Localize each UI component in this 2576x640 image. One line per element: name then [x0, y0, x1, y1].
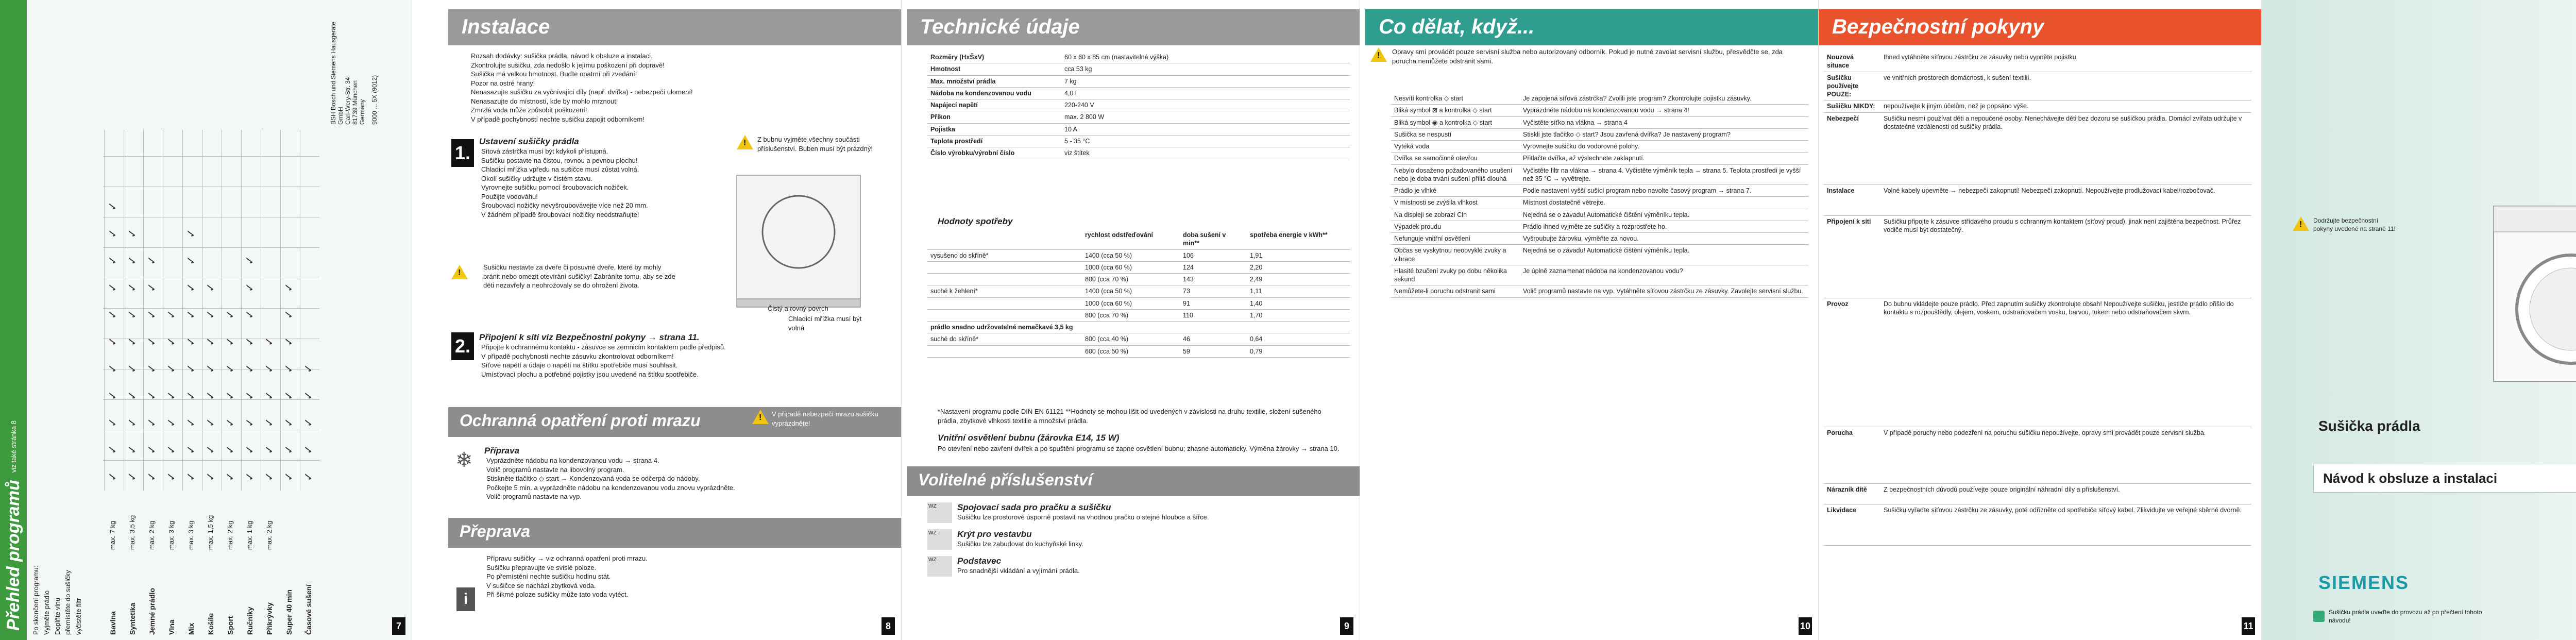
safety-topic: Nebezpečí [1827, 114, 1859, 122]
energy-title: Hodnoty spotřeby [938, 216, 1013, 226]
fault: Občas se vyskytnou neobvyklé zvuky a vibrace [1394, 247, 1506, 263]
spec-value: viz štítek [1064, 149, 1090, 157]
safety-topic: Sušičku NIKDY: [1827, 103, 1875, 110]
weight: max. 2 kg [148, 520, 156, 550]
safety-topic: Připojení k síti [1827, 217, 1871, 225]
page-technical-data [907, 0, 1360, 640]
page-number: 11 [2242, 617, 2255, 635]
program-name: Super 40 min [285, 590, 293, 635]
remedy: Nejedná se o závadu! Automatické čištění výměníku tepla. [1523, 247, 1690, 255]
warning-icon [1370, 47, 1387, 62]
spec-label: Příkon [930, 113, 951, 121]
warning-icon [752, 410, 769, 424]
spec-value: cca 53 kg [1064, 65, 1092, 73]
energy-cell: 2,20 [1250, 263, 1263, 271]
legend-item: Doplňte vlnu [53, 597, 61, 635]
intro-line: Pozor na ostré hrany! [471, 79, 535, 87]
fault: Výpadek proudu [1394, 223, 1442, 230]
program-name: Ručníky [246, 607, 254, 635]
safety-topic: Porucha [1827, 429, 1853, 436]
caption-clean-surface: Čistý a rovný povrch [768, 305, 828, 312]
book-icon [2313, 611, 2325, 622]
program-name: Přikrývky [265, 602, 274, 635]
spec-value: 5 - 35 °C [1064, 137, 1090, 145]
accessory-code: WZ [927, 556, 952, 577]
spec-label: Napájecí napětí [930, 102, 978, 109]
page-troubleshooting [1365, 0, 1819, 640]
energy-cell: 110 [1183, 311, 1193, 319]
step1-line: Použijte vodováhu! [481, 192, 538, 200]
spec-label: Nádoba na kondenzovanou vodu [930, 89, 1031, 97]
remedy: Vyšroubujte žárovku, výměňte za novou. [1523, 235, 1639, 242]
safety-text: nepoužívejte k jiným účelům, než je popsáno výše. [1884, 103, 2029, 110]
step1-line: Vyrovnejte sušičku pomocí šroubovacích nožiček. [481, 183, 629, 192]
spec-value: 10 A [1064, 125, 1078, 133]
intro-line: Zkontrolujte sušičku, zda nedošlo k jejímu poškození při dopravě! [471, 61, 665, 69]
cover-safety-note: Dodržujte bezpečnostní pokyny uvedené na straně 11! [2313, 217, 2396, 233]
step2-line: V případě pochybností nechte zásuvku zkontrolovat odborníkem! [481, 352, 674, 360]
safety-topic: Provoz [1827, 300, 1849, 308]
frost-note: V případě nebezpečí mrazu sušičku vyprázdněte! [772, 410, 878, 427]
remedy: Vyprázdněte nádobu na kondenzovanou vodu → strana 4! [1523, 107, 1689, 114]
legend-item: vyčistěte filtr [75, 598, 83, 635]
energy-cell: 1,91 [1250, 251, 1263, 259]
trouble-note: Opravy smí provádět pouze servisní služba nebo autorizovaný odborník. Pokud je nutné zavolat servisní službu, přesvědčte se, zda porucha nemůžete odstranit sami. [1392, 48, 1783, 65]
intro-line: Nenasazujte sušičku za vyčnívající díly (např. dvířka) - nebezpečí ulomení! [471, 88, 693, 96]
frost-step: Volič programů nastavte na libovolný program. [486, 465, 624, 474]
weight: max. 3 kg [187, 520, 195, 550]
energy-cell: 1400 (cca 50 %) [1085, 251, 1132, 259]
safety-text: Z bezpečnostních důvodů používejte pouze originální náhradní díly a příslušenství. [1884, 485, 2120, 493]
program-name: Bavlna [109, 611, 117, 635]
remedy: Vyčistěte filtr na vlákna → strana 4. Vyčistěte výměník tepla → strana 5. Teplota prostředí je vyšší než 35 °C → vyvětrejte. [1523, 166, 1801, 182]
energy-cell: 91 [1183, 299, 1190, 307]
doc-code: 9000 ... 5X (9012) [371, 75, 378, 125]
brand-logo: SIEMENS [2318, 572, 2410, 593]
spec-label: Číslo výrobku/výrobní číslo [930, 149, 1015, 157]
energy-cell [927, 274, 1082, 285]
program-name: Mix [187, 622, 195, 635]
step1-line: Šroubovací nožičky nevyšroubovávejte více než 20 mm. [481, 201, 648, 210]
remedy: Nejedná se o závadu! Automatické čištění výměníku tepla. [1523, 211, 1690, 218]
remedy: Podle nastavení vyšší sušící program nebo navolte časový program → strana 7. [1523, 187, 1752, 194]
snowflake-icon: ❄ [455, 449, 473, 471]
accessory-text: Sušičku lze zabudovat do kuchyňské linky. [957, 540, 1083, 548]
lamp-text: Po otevření nebo zavření dvířek a po spuštění programu se zapne osvětlení bubnu; zhasne automaticky. Výměna žárovky → strana 10. [938, 445, 1340, 452]
cover-subtitle: Návod k obsluze a instalaci [2323, 470, 2498, 486]
weight: max. 7 kg [109, 520, 116, 550]
energy-cell: 2,49 [1250, 276, 1263, 283]
spec-label: Max. množství prádla [930, 77, 996, 85]
page-number: 8 [882, 617, 895, 635]
spec-label: Hmotnost [930, 65, 961, 73]
energy-cell: 0,79 [1250, 347, 1263, 355]
energy-cell [927, 262, 1082, 273]
remedy: Přitlačte dvířka, až výslechnete zaklapnutí. [1523, 155, 1645, 162]
energy-cell: 73 [1183, 288, 1190, 295]
energy-table [927, 229, 1350, 358]
frost-prepare-title: Příprava [484, 446, 520, 456]
remedy: Je zapojená síťová zástrčka? Zvolili jste program? Zkontrolujte pojistku zásuvky. [1523, 95, 1752, 102]
overview-title: Přehled programů [3, 480, 23, 631]
energy-cell: vysušeno do skříně* [930, 251, 989, 259]
step-2: 2. [451, 332, 474, 360]
energy-cell: 143 [1183, 276, 1194, 283]
warning-icon [2293, 216, 2309, 231]
safety-topic: Nárazník dítě [1827, 485, 1867, 493]
door-warning: Sušičku nestavte za dveře či posuvné dveře, které by mohly bránit nebo omezit otevírání sušičky! Zabráníte tomu, aby se zde děti nezavřely a neohrožovaly se do ohrožení života. [483, 263, 675, 290]
safety-text: ve vnitřních prostorech domácnosti, k sušení textilií. [1884, 74, 2031, 81]
lamp-title: Vnitřní osvětlení bubnu (žárovka E14, 15 W) [938, 433, 1120, 443]
energy-cell: 106 [1183, 251, 1194, 259]
accessories-header: Volitelné příslušenství [907, 466, 1360, 496]
weight: max. 1 kg [246, 520, 253, 550]
spec-label: Teplota prostředí [930, 137, 983, 145]
remedy: Je úplně zaznamenat nádoba na kondenzovanou vodu? [1523, 267, 1683, 275]
safety-text: Sušičku připojte k zásuvce střídavého proudu s ochranným kontaktem (síťový proud), jinak není zajištěna bezpečnost. Průřez vodiče musí být dostatečný. [1884, 217, 2241, 233]
fault: Vytéká voda [1394, 143, 1430, 150]
overview-subtitle: viz také stránka 8 [9, 420, 18, 473]
program-name: Časové sušení [304, 584, 313, 635]
accessory-title: Podstavec [957, 556, 1002, 566]
energy-cell: 1000 (cca 60 %) [1085, 263, 1132, 271]
energy-cell [927, 346, 1082, 357]
legend-item: přemístěte do sušičky [64, 570, 72, 635]
spec-value: 4,0 l [1064, 89, 1077, 97]
fault: Sušička se nespustí [1394, 130, 1452, 138]
tech-header: Technické údaje [907, 9, 1360, 45]
remedy: Vyčistěte síťko na vlákna → strana 4 [1523, 119, 1628, 126]
weight-list [103, 498, 279, 550]
energy-cell: suché do skříně* [930, 335, 979, 343]
safety-text: Ihned vytáhněte síťovou zástrčku ze zásuvky nebo vypněte pojistku. [1884, 54, 2078, 61]
spec-table [927, 52, 1350, 159]
remedy: Místnost dostatečně větrejte. [1523, 199, 1605, 207]
energy-cell: 800 (cca 40 %) [1085, 335, 1129, 343]
page-number: 10 [1799, 617, 1812, 635]
transport-header: Přeprava [448, 518, 901, 548]
energy-head: rychlost odstřeďování [1085, 231, 1153, 239]
frost-step: Počkejte 5 min. a vyprázdněte nádobu na kondenzovanou vodu znovu vyprázdněte. [486, 483, 735, 492]
fault: Nesvítí kontrolka ◇ start [1394, 95, 1463, 102]
dryer-drawing [716, 170, 881, 325]
weight: max. 3,5 kg [128, 515, 136, 550]
fault: Bliká symbol ◉ a kontrolka ◇ start [1394, 119, 1493, 126]
step1-line: Sítová zástrčka musí být kdykoli přístupná. [481, 147, 608, 155]
energy-cell: suché k žehlení* [930, 288, 978, 295]
fault: Bliká symbol ⊠ a kontrolka ◇ start [1394, 107, 1492, 114]
step1-line: Okolí sušičky udržujte v čistém stavu. [481, 174, 593, 182]
safety-topic: Nouzová situace [1827, 54, 1854, 70]
frost-title: Ochranná opatření proti mrazu [460, 411, 701, 430]
spec-label: Rozměry (HxŠxV) [930, 54, 985, 61]
safety-text: V případě poruchy nebo podezření na poruchu sušičku nepoužívejte, opravy smí provádět pouze servisní služba. [1884, 429, 2206, 436]
safety-text: Do bubnu vkládejte pouze prádlo. Před zapnutím sušičky zkontrolujte obsah! Nepoužívejte sušičku, jestliže prádlo přišlo do kontaktu s rozpouštědly, olejem, voskem, odstraňovačem vosku, barvou, tukem nebo odstraňovačem skvrn. [1884, 300, 2234, 316]
energy-cell: 124 [1183, 263, 1194, 271]
transport-line: Přípravu sušičky → viz ochranná opatření proti mrazu. [486, 554, 648, 562]
energy-head: spotřeba energie v kWh** [1250, 231, 1328, 239]
page-program-overview [0, 0, 412, 640]
safety-table [1824, 52, 2251, 546]
energy-cell: 800 (cca 70 %) [1085, 276, 1129, 283]
fault: Prádlo je vlhké [1394, 187, 1436, 194]
accessory-text: Pro snadnější vkládání a vyjímání prádla. [957, 567, 1080, 575]
safety-topic: Instalace [1827, 187, 1855, 194]
weight: max. 1,5 kg [207, 515, 214, 550]
safety-header: Bezpečnostní pokyny [1819, 9, 2261, 45]
info-icon: i [456, 587, 475, 611]
energy-cell: 1,40 [1250, 299, 1263, 307]
step1-title: Ustavení sušičky prádla [479, 137, 579, 146]
caption-grille: Chladicí mřížka musí být volná [788, 315, 862, 332]
transport-line: Po přemístění nechte sušičku hodinu stát. [486, 572, 611, 581]
step2-title: Připojení k síti viz Bezpečnostní pokyny → strana 11. [479, 332, 700, 342]
intro-line: Rozsah dodávky: sušička prádla, návod k obsluze a instalaci. [471, 52, 653, 60]
weight: max. 2 kg [265, 520, 273, 550]
energy-cell: prádlo snadno udržovatelné nemačkavé 3,5 kg [930, 324, 1073, 331]
energy-cell: 1000 (cca 60 %) [1085, 299, 1132, 307]
cover-title: Sušička prádla [2318, 418, 2420, 434]
dryer-illustration [2483, 196, 2576, 402]
remedy: Volič programů nastavte na vyp. Vytáhněte síťovou zástrčku ze zásuvky. Zavolejte servisní službu. [1523, 288, 1803, 295]
warning-icon [737, 135, 753, 149]
energy-cell [927, 298, 1082, 309]
energy-cell: 1400 (cca 50 %) [1085, 288, 1132, 295]
legend-item: Vyjměte prádlo [42, 590, 50, 635]
frost-step: Vyprázdněte nádobu na kondenzovanou vodu → strana 4. [486, 457, 659, 464]
energy-cell: 600 (cca 50 %) [1085, 347, 1129, 355]
energy-head [927, 229, 1082, 249]
energy-cell: 46 [1183, 335, 1190, 343]
trouble-header: Co dělat, když... [1365, 9, 1818, 45]
spec-value: 220-240 V [1064, 102, 1094, 109]
intro-line: Sušička má velkou hmotnost. Buďte opatrní při zvedání! [471, 70, 637, 78]
cover-read-note: Sušičku prádla uveďte do provozu až po přečtení tohoto návodu! [2329, 609, 2482, 625]
energy-cell: 1,70 [1250, 311, 1263, 319]
drum-empty-note: Z bubnu vyjměte všechny součásti příslušenství. Buben musí být prázdný! [757, 136, 873, 153]
safety-topic: Sušičku používejte POUZE: [1827, 74, 1859, 98]
installation-header: Instalace [448, 9, 901, 45]
accessory-text: Sušičku lze prostorově úsporně postavit na vhodnou pračku o stejné hloubce a šířce. [957, 513, 1209, 521]
page-number: 9 [1340, 617, 1353, 635]
program-name: Syntetika [128, 602, 137, 635]
company-address: BSH Bosch und Siemens Hausgeräte GmbH Carl-Wery-Str. 34 81739 München Germany [330, 21, 366, 125]
fault: Nefunguje vnitřní osvětlení [1394, 235, 1471, 242]
fault: Dvířka se samočinně otevřou [1394, 155, 1478, 162]
spec-value: max. 2 800 W [1064, 113, 1105, 121]
safety-text: Sušičku nesmí používat děti a nepoučené osoby. Nenechávejte děti bez dozoru se sušičkou prádla. Domácí zvířata udržujte v dostatečné vzdálenosti od sušičky prádla. [1884, 114, 2242, 130]
warning-icon [451, 265, 468, 279]
step2-line: Umísťovací plochu a potřebné pojistky jsou uvedené na štítku spotřebiče. [481, 370, 699, 378]
weight: max. 2 kg [226, 520, 234, 550]
spec-value: 7 kg [1064, 77, 1077, 85]
transport-line: Sušičku přepravujte ve svislé poloze. [486, 563, 597, 571]
step1-line: Sušičku postavte na čistou, rovnou a pevnou plochu! [481, 156, 638, 164]
page-safety [1819, 0, 2262, 640]
spec-label: Pojistka [930, 125, 955, 133]
intro-line: Zmrzlá voda může způsobit poškození! [471, 106, 587, 114]
remedy: Stiskli jste tlačítko ◇ start? Jsou zavřená dvířka? Je nastavený program? [1523, 130, 1731, 138]
safety-text: Sušičku vyřaďte síťovou zástrčku ze zásuvky, poté odřízněte od spotřebiče síťový kabel. Zlikvidujte ve veřejné sběrné dvorně. [1884, 506, 2242, 514]
accessory-code: WZ [927, 529, 952, 550]
accessory-title: Spojovací sada pro pračku a sušičku [957, 502, 1111, 512]
energy-footnote: *Nastavení programu podle DIN EN 61121 **Hodnoty se mohou lišit od uvedených v závislosti na druhu textilie, složení sušeného prádla, zbytkové vlhkosti textilie a množství prádla. [938, 408, 1321, 425]
step2-line: Síťové napětí a údaje o napětí na štítku spotřebiče musí souhlasit. [481, 361, 678, 369]
page-cover [2262, 0, 2576, 640]
program-name: Košile [207, 613, 215, 635]
step-1: 1. [451, 139, 474, 167]
trouble-table [1391, 93, 1808, 298]
frost-step: Volič programů nastavte na vyp. [486, 493, 582, 501]
remedy: Prádlo ihned vyjměte ze sušičky a rozprostřete ho. [1523, 223, 1667, 230]
step1-line: Chladicí mřížka vpředu na sušičce musí zůstat volná. [481, 165, 639, 174]
intro-line: Nenasazujte do místností, kde by mohlo mrznout! [471, 97, 618, 105]
step1-line: V žádném případě šroubovací nožičky neodstraňujte! [481, 210, 639, 218]
page-number: 7 [392, 617, 405, 635]
spec-value: 60 x 60 x 85 cm (nastavitelná výška) [1064, 54, 1169, 61]
legend [31, 480, 84, 635]
program-name: Jemné prádlo [148, 587, 156, 635]
fault: V místnosti se zvýšila vlhkost [1394, 199, 1478, 207]
energy-cell: 59 [1183, 347, 1190, 355]
transport-line: Při šikmé poloze sušičky může tato voda vytéct. [486, 591, 629, 599]
remedy: Vyrovnejte sušičku do vodorovné polohy. [1523, 143, 1639, 150]
program-list [103, 552, 318, 635]
fault: Nemůžete-li poruchu odstranit sami [1394, 288, 1496, 295]
energy-cell: 800 (cca 70 %) [1085, 311, 1129, 319]
energy-cell [927, 310, 1082, 321]
transport-line: V sušičce se nachází zbytková voda. [486, 581, 596, 590]
safety-text: Volné kabely upevněte → nebezpečí zakopnutí! Nebezpečí zakopnutí. Nepoužívejte prodlužovací kabel/rozbočovač. [1884, 187, 2215, 194]
program-name: Vlna [167, 619, 176, 635]
checkmark-grid: ✓✓✓✓✓✓✓✓✓✓✓ ✓✓✓✓✓✓✓✓✓✓ ✓✓✓✓✓✓✓✓✓ ✓✓✓✓✓✓✓ ✓✓✓✓✓✓✓✓✓✓ ✓✓✓✓✓✓✓✓ ✓✓✓✓✓✓✓ ✓✓✓✓✓✓✓✓✓ ✓✓✓✓✓✓ ✓✓✓✓✓✓✓✓ ✓✓✓✓✓ [103, 130, 319, 491]
step2-line: Připojte k ochrannému kontaktu - zásuvce se zemnicím kontaktem podle předpisů. [481, 343, 726, 351]
energy-cell: 0,64 [1250, 335, 1263, 343]
fault: Nebylo dosaženo požadovaného usušení nebo je doba trvání sušení příliš dlouhá [1394, 166, 1513, 182]
weight: max. 3 kg [167, 520, 175, 550]
intro-line: V případě pochybností nechte sušičku zapojit odborníkem! [471, 115, 645, 123]
page-installation [448, 0, 902, 640]
energy-head: doba sušení v min** [1183, 231, 1226, 247]
frost-step: Stiskněte tlačítko ◇ start → Kondenzovaná voda se odčerpá do nádoby. [486, 475, 700, 483]
safety-topic: Likvidace [1827, 506, 1856, 514]
program-name: Sport [226, 616, 234, 635]
energy-cell: 1,11 [1250, 288, 1262, 295]
legend-item: Po skončení programu: [32, 565, 40, 635]
fault: Na displeji se zobrazí Cln [1394, 211, 1467, 218]
accessory-code: WZ [927, 502, 952, 523]
accessory-title: Krýt pro vestavbu [957, 529, 1032, 539]
fault: Hlasité bzučení zvuky po dobu několika sekund [1394, 267, 1507, 283]
